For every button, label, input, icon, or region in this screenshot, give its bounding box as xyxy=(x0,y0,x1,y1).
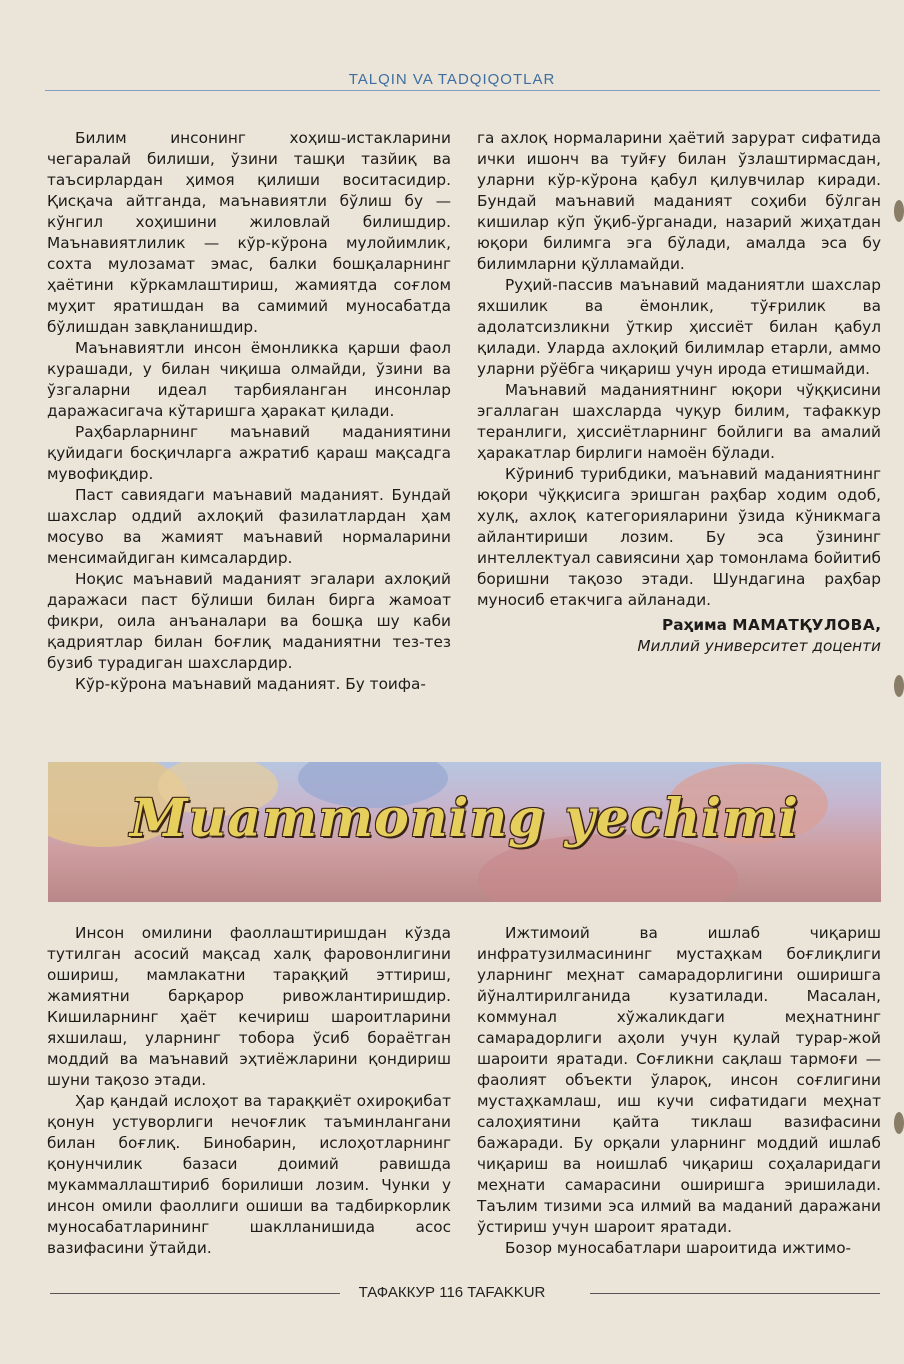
banner-title: Muammoning yechimi xyxy=(130,788,799,849)
paragraph: Кўр-кўрона маънавий маданият. Бу тоифа- xyxy=(75,675,426,693)
footer-text: ТАФАККУР 116 TAFAKKUR xyxy=(353,1284,552,1301)
section-banner xyxy=(48,762,881,902)
paragraph: Ҳар қандай ислоҳот ва тараққиёт охироқибат қонун устуворлиги нечоғлик таъминлангани билан боғлиқ. Бинобарин, ислоҳотларнинг қонунчилик базаси доимий равишда мукаммаллаштириб борилиши лозим. Чунки у инсон омили фаоллиги ошиши ва тадбиркорлик муносабатларининг шаклланишида асос вазифасини ўтайди. xyxy=(47,1092,451,1257)
binding-hole xyxy=(894,675,904,697)
author-surname: МАМАТҚУЛОВА xyxy=(732,616,876,634)
paragraph: Ижтимоий ва ишлаб чиқариш инфратузилмасининг мустаҳкам боғлиқлиги уларнинг меҳнат самарадорлигини оширишга йўналтирилганида кузатилади. Масалан, коммунал хўжаликдаги меҳнатнинг самарадорлиги аҳоли учун қулай турар-жой шароити яратади. Соғликни сақлаш тармоғи — фаолият объекти ўлароқ, инсон соғлигини мустаҳкамлаш, иш кучи сифатидаги меҳнат салоҳиятини қайта тиклаш вазифасини бажаради. Бу орқали уларнинг моддий ишлаб чиқариш ва ноишлаб чиқариш соҳаларидаги меҳнати самарасини оширишга эришилади. Таълим тизими эса илмий ва маданий даражани ўстириш учун шароит яратади. xyxy=(477,924,881,1236)
paragraph: Кўриниб турибдики, маънавий маданиятнинг юқори чўққисига эришган раҳбар ходим одоб, хулқ, ахлоқ категорияларини ўзида кўникмага айлантириши лозим. Бу эса ўзининг интеллектуал савиясини ҳар томонлама бойитиб боришни тақозо этади. Шундагина раҳбар муносиб етакчига айланади. xyxy=(477,465,881,609)
author-first-name: Раҳима xyxy=(661,616,727,634)
paragraph: Паст савиядаги маънавий маданият. Бундай шахслар оддий ахлоқий фазилатлардан ҳам мосуво ва жамият маънавий нормаларини менсимайдиган кимсалардир. xyxy=(47,486,451,567)
footer xyxy=(0,1284,904,1301)
paragraph-continuation: га ахлоқ нормаларини ҳаётий зарурат сифатида ички ишонч ва туйғу билан ўзлаштирмасдан, уларни кўр-кўрона қабул қилувчилар киради. Бундай маънавий маданият соҳиби бўлган кишилар кўп ўқиб-ўрганади, назарий жиҳатдан юқори билимга эга бўлади, амалда эса бу билимларни қўлламайди. xyxy=(477,129,881,273)
article2-right-column xyxy=(477,923,881,1259)
article2-left-column xyxy=(47,923,451,1259)
paragraph: Ноқис маънавий маданият эгалари ахлоқий даражаси паст бўлиши билан бирга жамоат фикри, оила анъаналари ва бошқа шу каби қадриятлар билан боғлиқ маданиятни тез-тез бузиб турадиган шахслардир. xyxy=(47,570,451,672)
binding-hole xyxy=(894,200,904,222)
paragraph: Билим инсонинг хоҳиш-истакларини чегаралай билиши, ўзини ташқи тазйиқ ва таъсирлардан ҳимоя қилиши воситасидир. Қисқача айтганда, маънавиятли бўлиш бу — кўнгил хоҳишини жиловлай билишдир. Маънавиятлилик — кўр-кўрона мулойимлик, сохта мулозамат эмас, балки бошқаларнинг ҳаётини кўркамлаштириш, жамиятда соғлом муҳит яратишдан ва самимий муносабатда бўлишдан завқланишдир. xyxy=(47,129,451,336)
paragraph: Инсон омилини фаоллаштиришдан кўзда тутилган асосий мақсад халқ фаровонлигини ошириш, мамлакатни тараққий эттириш, жамиятни барқарор ривожлантиришдир. Кишиларнинг ҳаёт кечириш шароитларини яхшилаш, уларнинг тобора ўсиб бораётган моддий ва маънавий эҳтиёжларини қондириш шуни тақозо этади. xyxy=(47,924,451,1089)
article1-right-column xyxy=(477,128,881,657)
paragraph: Маънавий маданиятнинг юқори чўққисини эгаллаган шахсларда чуқур билим, тафаккур теранлиги, ҳиссиётларнинг бойлиги ва амалий ҳаракатлар бирлиги намоён бўлади. xyxy=(477,381,881,462)
binding-hole xyxy=(894,1112,904,1134)
section-header: TALQIN VA TADQIQOTLAR xyxy=(348,71,556,88)
author-name xyxy=(477,615,881,636)
header-rule xyxy=(45,90,880,91)
author-title: Миллий университет доценти xyxy=(637,637,881,655)
paragraph: Маънавиятли инсон ёмонликка қарши фаол курашади, у билан чиқиша олмайди, ўзини ва ўзгаларни идеал тарбияланган инсонлар даражасигача кўтаришга ҳаракат қилади. xyxy=(47,339,451,420)
paragraph: Раҳбарларнинг маънавий маданиятини қуйидаги босқичларга ажратиб қараш мақсадга мувофиқдир. xyxy=(47,423,451,483)
paragraph: Бозор муносабатлари шароитида ижтимо- xyxy=(505,1239,852,1257)
paragraph: Руҳий-пассив маънавий маданиятли шахслар яхшилик ва ёмонлик, тўғрилик ва адолатсизликни ўткир ҳиссиёт билан қабул қилади. Уларда ахлоқий билимлар етарли, аммо уларни рўёбга чиқариш учун ирода етишмайди. xyxy=(477,276,881,378)
author-comma: , xyxy=(875,616,881,634)
article1-left-column xyxy=(47,128,451,695)
